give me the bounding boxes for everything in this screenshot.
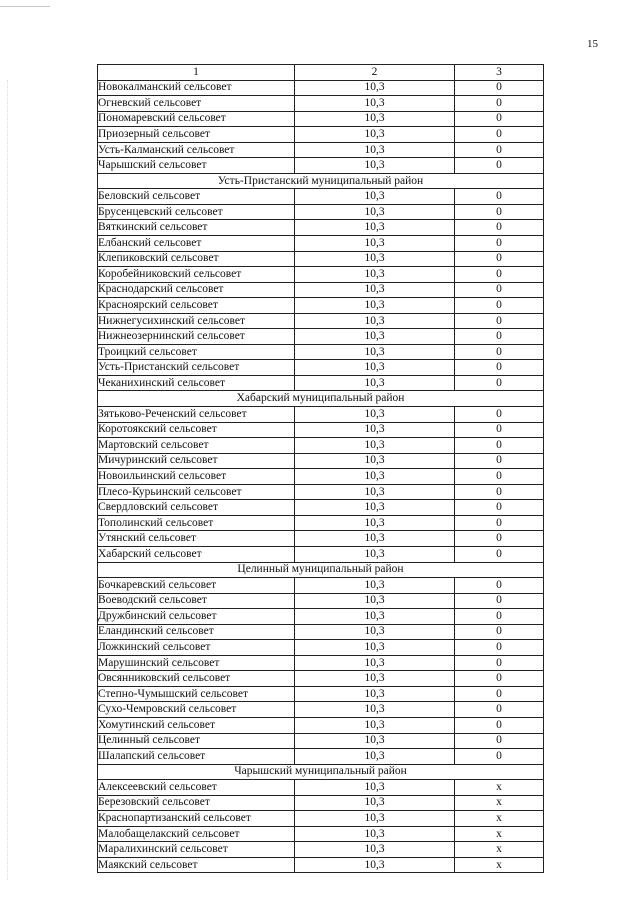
settlement-name: Нижнегусихинский сельсовет <box>98 313 295 329</box>
code-cell: 0 <box>455 640 544 656</box>
value-cell: 10,3 <box>295 111 455 127</box>
code-cell: 0 <box>455 329 544 345</box>
code-cell: x <box>455 780 544 796</box>
value-cell: 10,3 <box>295 531 455 547</box>
code-cell: 0 <box>455 686 544 702</box>
settlement-name: Красноярский сельсовет <box>98 298 295 314</box>
top-rule <box>0 6 50 7</box>
value-cell: 10,3 <box>295 220 455 236</box>
table-row <box>98 780 544 796</box>
settlement-name: Сухо-Чемровский сельсовет <box>98 702 295 718</box>
section-row <box>98 764 544 780</box>
settlement-name: Троицкий сельсовет <box>98 344 295 360</box>
value-cell: 10,3 <box>295 842 455 858</box>
code-cell: 0 <box>455 515 544 531</box>
settlement-name: Мичуринский сельсовет <box>98 453 295 469</box>
table-row <box>98 655 544 671</box>
settlement-name: Целинный сельсовет <box>98 733 295 749</box>
table-row <box>98 407 544 423</box>
settlement-name: Краснодарский сельсовет <box>98 282 295 298</box>
value-cell: 10,3 <box>295 375 455 391</box>
settlement-name: Маралихинский сельсовет <box>98 842 295 858</box>
code-cell: 0 <box>455 189 544 205</box>
page-number: 15 <box>587 38 598 50</box>
settlement-name: Тополинский сельсовет <box>98 515 295 531</box>
code-cell: 0 <box>455 313 544 329</box>
code-cell: 0 <box>455 546 544 562</box>
value-cell: 10,3 <box>295 624 455 640</box>
code-cell: 0 <box>455 407 544 423</box>
value-cell: 10,3 <box>295 204 455 220</box>
section-title: Чарышский муниципальный район <box>98 764 544 780</box>
table-row <box>98 189 544 205</box>
table-row <box>98 453 544 469</box>
value-cell: 10,3 <box>295 702 455 718</box>
section-title: Усть-Пристанский муниципальный район <box>98 173 544 189</box>
value-cell: 10,3 <box>295 236 455 252</box>
code-cell: 0 <box>455 469 544 485</box>
table-row <box>98 96 544 112</box>
settlement-name: Чарышский сельсовет <box>98 158 295 174</box>
code-cell: 0 <box>455 204 544 220</box>
code-cell: 0 <box>455 111 544 127</box>
table-row <box>98 360 544 376</box>
code-cell: 0 <box>455 733 544 749</box>
code-cell: 0 <box>455 142 544 158</box>
value-cell: 10,3 <box>295 282 455 298</box>
settlement-name: Елбанский сельсовет <box>98 236 295 252</box>
table-row <box>98 375 544 391</box>
code-cell: 0 <box>455 500 544 516</box>
code-cell: 0 <box>455 531 544 547</box>
code-cell: 0 <box>455 671 544 687</box>
table-row <box>98 624 544 640</box>
value-cell: 10,3 <box>295 267 455 283</box>
section-row <box>98 391 544 407</box>
table-row <box>98 438 544 454</box>
table-row <box>98 127 544 143</box>
code-cell: 0 <box>455 220 544 236</box>
settlement-name: Хомутинский сельсовет <box>98 717 295 733</box>
settlement-name: Вяткинский сельсовет <box>98 220 295 236</box>
table-row <box>98 842 544 858</box>
settlement-name: Беловский сельсовет <box>98 189 295 205</box>
code-cell: 0 <box>455 282 544 298</box>
settlement-name: Чеканихинский сельсовет <box>98 375 295 391</box>
settlement-name: Коробейниковский сельсовет <box>98 267 295 283</box>
value-cell: 10,3 <box>295 344 455 360</box>
value-cell: 10,3 <box>295 515 455 531</box>
code-cell: 0 <box>455 236 544 252</box>
code-cell: 0 <box>455 158 544 174</box>
code-cell: 0 <box>455 298 544 314</box>
code-cell: 0 <box>455 360 544 376</box>
value-cell: 10,3 <box>295 593 455 609</box>
table-row <box>98 484 544 500</box>
value-cell: 10,3 <box>295 484 455 500</box>
value-cell: 10,3 <box>295 546 455 562</box>
table-row <box>98 671 544 687</box>
settlement-name: Шалапский сельсовет <box>98 749 295 765</box>
code-cell: 0 <box>455 717 544 733</box>
header-col-1: 1 <box>98 65 295 81</box>
settlement-name: Маякский сельсовет <box>98 857 295 873</box>
table-row <box>98 329 544 345</box>
table-row <box>98 236 544 252</box>
value-cell: 10,3 <box>295 733 455 749</box>
value-cell: 10,3 <box>295 407 455 423</box>
value-cell: 10,3 <box>295 438 455 454</box>
code-cell: 0 <box>455 702 544 718</box>
table-row <box>98 826 544 842</box>
table-row <box>98 220 544 236</box>
table-row <box>98 500 544 516</box>
table-row <box>98 857 544 873</box>
value-cell: 10,3 <box>295 857 455 873</box>
code-cell: x <box>455 826 544 842</box>
code-cell: 0 <box>455 624 544 640</box>
section-row <box>98 173 544 189</box>
value-cell: 10,3 <box>295 127 455 143</box>
value-cell: 10,3 <box>295 189 455 205</box>
value-cell: 10,3 <box>295 469 455 485</box>
settlement-name: Свердловский сельсовет <box>98 500 295 516</box>
table-row <box>98 422 544 438</box>
code-cell: 0 <box>455 344 544 360</box>
table-row <box>98 578 544 594</box>
header-col-2: 2 <box>295 65 455 81</box>
value-cell: 10,3 <box>295 686 455 702</box>
value-cell: 10,3 <box>295 749 455 765</box>
code-cell: 0 <box>455 80 544 96</box>
value-cell: 10,3 <box>295 826 455 842</box>
table-row <box>98 344 544 360</box>
settlement-name: Малобащелакский сельсовет <box>98 826 295 842</box>
table-row <box>98 469 544 485</box>
value-cell: 10,3 <box>295 578 455 594</box>
code-cell: x <box>455 811 544 827</box>
settlement-name: Березовский сельсовет <box>98 795 295 811</box>
code-cell: x <box>455 857 544 873</box>
table-row <box>98 795 544 811</box>
table-row <box>98 515 544 531</box>
section-row <box>98 562 544 578</box>
table-row <box>98 204 544 220</box>
value-cell: 10,3 <box>295 609 455 625</box>
settlement-name: Пономаревский сельсовет <box>98 111 295 127</box>
settlement-name: Усть-Калманский сельсовет <box>98 142 295 158</box>
table-row <box>98 158 544 174</box>
header-col-3: 3 <box>455 65 544 81</box>
settlement-name: Воеводский сельсовет <box>98 593 295 609</box>
settlement-name: Коротоякский сельсовет <box>98 422 295 438</box>
table-row <box>98 609 544 625</box>
table-row <box>98 531 544 547</box>
settlement-name: Марушинский сельсовет <box>98 655 295 671</box>
code-cell: 0 <box>455 453 544 469</box>
settlement-name: Нижнеозернинский сельсовет <box>98 329 295 345</box>
code-cell: 0 <box>455 267 544 283</box>
code-cell: 0 <box>455 609 544 625</box>
settlement-name: Новоильинский сельсовет <box>98 469 295 485</box>
code-cell: x <box>455 842 544 858</box>
table-row <box>98 717 544 733</box>
settlement-name: Бочкаревский сельсовет <box>98 578 295 594</box>
code-cell: 0 <box>455 251 544 267</box>
value-cell: 10,3 <box>295 142 455 158</box>
table-row <box>98 811 544 827</box>
table-row <box>98 111 544 127</box>
settlement-name: Овсянниковский сельсовет <box>98 671 295 687</box>
code-cell: 0 <box>455 422 544 438</box>
table-row <box>98 142 544 158</box>
value-cell: 10,3 <box>295 313 455 329</box>
table-row <box>98 546 544 562</box>
table-row <box>98 282 544 298</box>
value-cell: 10,3 <box>295 780 455 796</box>
settlement-name: Клепиковский сельсовет <box>98 251 295 267</box>
table-row <box>98 686 544 702</box>
table-row <box>98 593 544 609</box>
code-cell: 0 <box>455 96 544 112</box>
settlement-name: Краснопартизанский сельсовет <box>98 811 295 827</box>
table-row <box>98 702 544 718</box>
value-cell: 10,3 <box>295 671 455 687</box>
data-table <box>97 64 544 873</box>
settlement-name: Хабарский сельсовет <box>98 546 295 562</box>
settlement-name: Алексеевский сельсовет <box>98 780 295 796</box>
table-row <box>98 749 544 765</box>
code-cell: x <box>455 795 544 811</box>
settlement-name: Мартовский сельсовет <box>98 438 295 454</box>
table-row <box>98 640 544 656</box>
settlement-name: Степно-Чумышский сельсовет <box>98 686 295 702</box>
section-title: Хабарский муниципальный район <box>98 391 544 407</box>
settlement-name: Дружбинский сельсовет <box>98 609 295 625</box>
value-cell: 10,3 <box>295 298 455 314</box>
code-cell: 0 <box>455 438 544 454</box>
settlement-name: Брусенцевский сельсовет <box>98 204 295 220</box>
value-cell: 10,3 <box>295 655 455 671</box>
value-cell: 10,3 <box>295 453 455 469</box>
value-cell: 10,3 <box>295 158 455 174</box>
table-row <box>98 733 544 749</box>
code-cell: 0 <box>455 749 544 765</box>
value-cell: 10,3 <box>295 795 455 811</box>
settlement-name: Еландинский сельсовет <box>98 624 295 640</box>
value-cell: 10,3 <box>295 811 455 827</box>
code-cell: 0 <box>455 127 544 143</box>
value-cell: 10,3 <box>295 329 455 345</box>
value-cell: 10,3 <box>295 360 455 376</box>
section-title: Целинный муниципальный район <box>98 562 544 578</box>
table-row <box>98 267 544 283</box>
settlement-name: Утянский сельсовет <box>98 531 295 547</box>
value-cell: 10,3 <box>295 251 455 267</box>
scan-edge-marks <box>7 80 8 880</box>
table-row <box>98 80 544 96</box>
table-body <box>98 65 544 873</box>
value-cell: 10,3 <box>295 422 455 438</box>
value-cell: 10,3 <box>295 500 455 516</box>
header-row <box>98 65 544 81</box>
settlement-name: Усть-Пристанский сельсовет <box>98 360 295 376</box>
code-cell: 0 <box>455 484 544 500</box>
value-cell: 10,3 <box>295 717 455 733</box>
settlement-name: Огневский сельсовет <box>98 96 295 112</box>
value-cell: 10,3 <box>295 80 455 96</box>
code-cell: 0 <box>455 375 544 391</box>
code-cell: 0 <box>455 578 544 594</box>
code-cell: 0 <box>455 655 544 671</box>
settlement-name: Зятьково-Реченский сельсовет <box>98 407 295 423</box>
table-row <box>98 298 544 314</box>
code-cell: 0 <box>455 593 544 609</box>
settlement-name: Новокалманский сельсовет <box>98 80 295 96</box>
settlement-name: Плесо-Курьинский сельсовет <box>98 484 295 500</box>
value-cell: 10,3 <box>295 96 455 112</box>
settlement-name: Приозерный сельсовет <box>98 127 295 143</box>
settlement-name: Ложкинский сельсовет <box>98 640 295 656</box>
table-row <box>98 251 544 267</box>
value-cell: 10,3 <box>295 640 455 656</box>
table-row <box>98 313 544 329</box>
